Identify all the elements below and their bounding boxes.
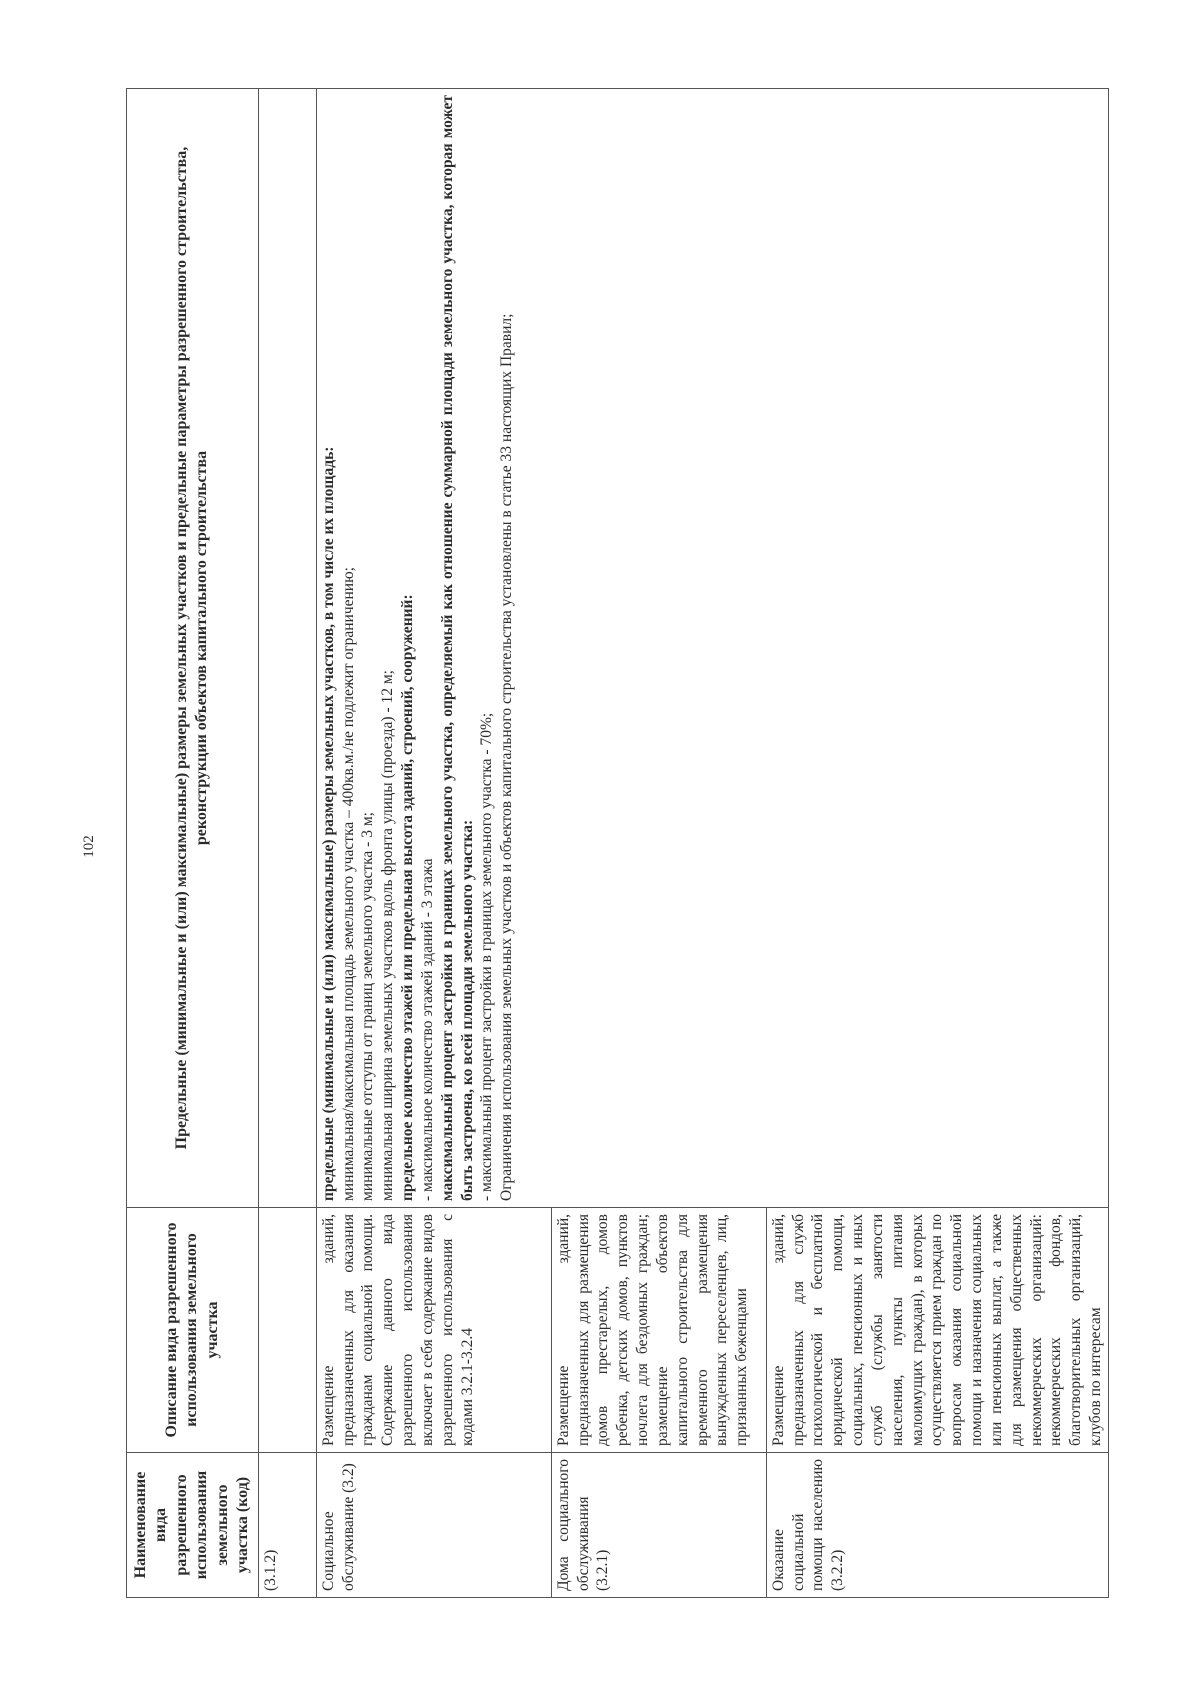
- rotated-table-container: [126, 88, 1105, 1598]
- use-name-cell: (3.1.2): [258, 1453, 316, 1598]
- limit-params-cell: [316, 89, 1108, 1208]
- params-item: максимальный процент застройки в границах земельного участка, определяемый как отношение суммарной площади земельного участка, которая может быть застроена, ко всей площади земельного участка:: [438, 95, 476, 1201]
- table-row: [258, 89, 316, 1598]
- header-use-name: Наименование вида разрешенного использования земельного участка (код): [127, 1453, 259, 1598]
- use-description-cell: Размещение зданий, предназначенных для служб психологической и бесплатной юридической помощи, социальных, пенсионных и иных служб (службы занятости населения, пункты питания малоимущих граждан), в которых осуществляется прием граждан по вопросам оказания социальной помощи и назначения социальных или пенсионных выплат, а также для размещения общественных некоммерческих организаций: некоммерческих фондов, благотворительных организаций, клубов по интересам: [766, 1208, 1108, 1453]
- params-item: - максимальное количество этажей зданий - 3 этажа: [418, 95, 438, 1201]
- use-name-cell: Оказание социальной помощи населению (3.2.2): [766, 1453, 1108, 1598]
- params-item: Ограничения использования земельных участков и объектов капитального строительства установлены в статье 33 настоящих Правил;: [498, 313, 516, 1201]
- params-item: минимальная/максимальная площадь земельного участка – 400кв.м./не подлежит ограничению;: [339, 567, 357, 1201]
- params-item: - максимальный процент застройки в границах земельного участка - 70%;: [477, 95, 497, 1201]
- params-item: минимальные отступы от границ земельного участка - 3 м;: [359, 812, 377, 1201]
- page-number: 102: [80, 835, 97, 858]
- limit-params-cell: [258, 89, 316, 1208]
- params-item: минимальная ширина земельных участков вдоль фронта улицы (проезда) - 12 м;: [379, 670, 397, 1201]
- use-description-cell: Размещение зданий, предназначенных для размещения домов престарелых, домов ребенка, детских домов, пунктов ночлега для бездомных граждан; размещение объектов капитального строительства для временного размещения вынужденных переселенцев, лиц, признанных беженцами: [551, 1208, 766, 1453]
- use-description-cell: [258, 1208, 316, 1453]
- params-item: предельные (минимальные и (или) максимальные) размеры земельных участков, в том числе их площадь:: [319, 446, 337, 1201]
- table-row: [316, 89, 551, 1598]
- table-header-row: [127, 89, 259, 1598]
- use-name-cell: Дома социального обслуживания (3.2.1): [551, 1453, 766, 1598]
- header-use-description: Описание вида разрешенного использования земельного участка: [127, 1208, 259, 1453]
- params-item: предельное количество этажей или предельная высота зданий, строений, сооружений:: [399, 594, 417, 1201]
- header-limit-params: Предельные (минимальные и (или) максимальные) размеры земельных участков и предельные параметры разрешенного строительства, реконструкции объектов капитального строительства: [127, 89, 259, 1208]
- permitted-use-table: [126, 88, 1109, 1598]
- use-name-cell: Социальное обслуживание (3.2): [316, 1453, 551, 1598]
- use-description-cell: Размещение зданий, предназначенных для оказания гражданам социальной помощи. Содержание данного вида разрешенного использования включает в себя содержание видов разрешенного использования с кодами 3.2.1-3.2.4: [316, 1208, 551, 1453]
